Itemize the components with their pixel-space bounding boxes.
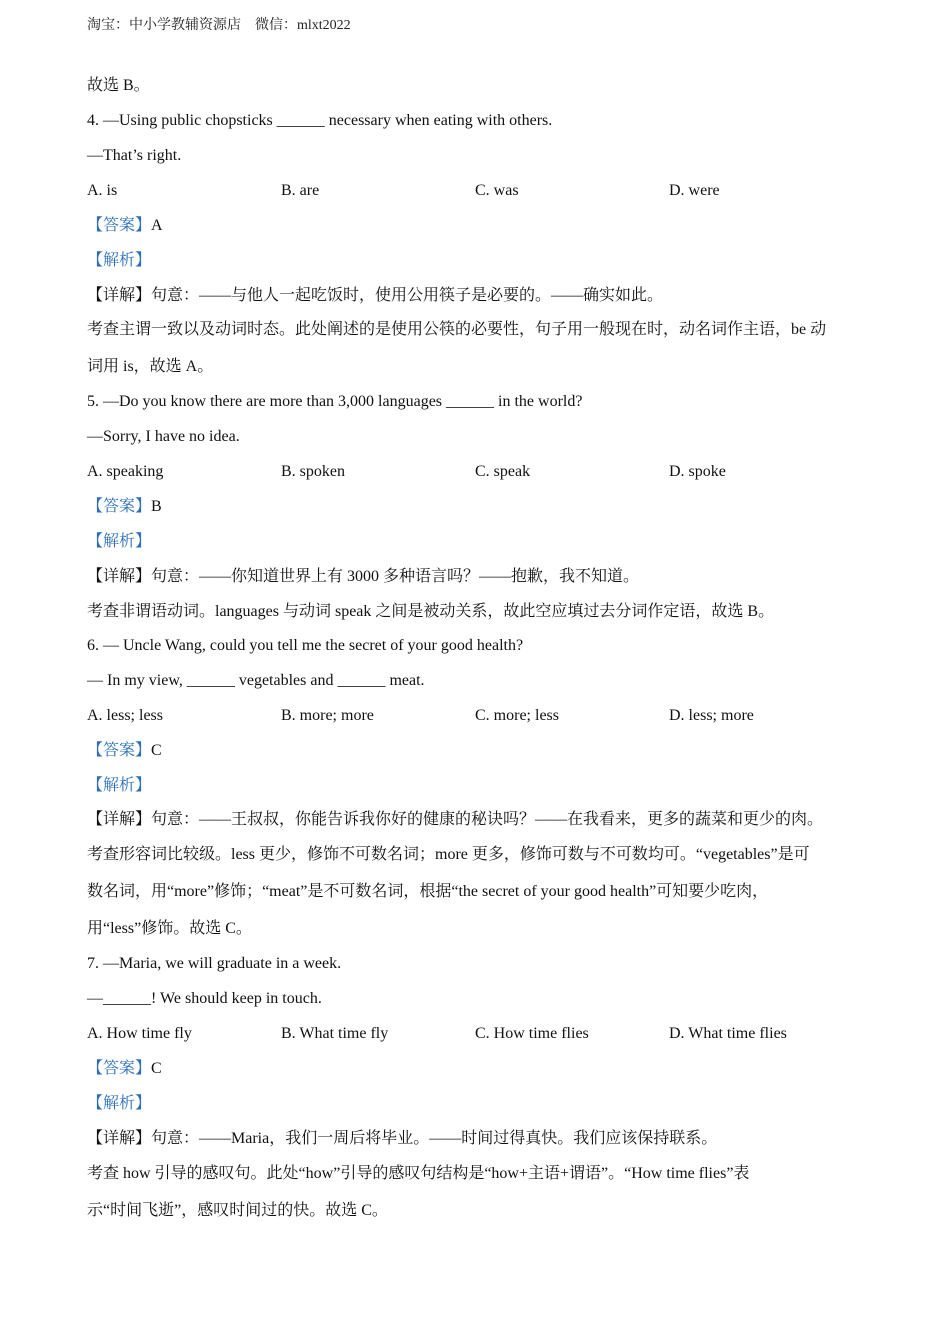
detail-tag: 【详解】 [87,811,152,828]
question-6-option-b: B. more; more [281,707,374,724]
answer-value: C [151,1060,162,1077]
detail-tag: 【详解】 [87,287,152,304]
question-4-answer [87,216,163,236]
question-6-explanation-1: 考查形容词比较级。less 更少，修饰不可数名词；more 更多，修饰可数与不可数均可。“vegetables”是可 [87,846,810,863]
question-4-option-d: D. were [669,182,720,199]
question-6-explanation-3: 用“less”修饰。故选 C。 [87,920,252,937]
question-4-explanation-2: 词用 is，故选 A。 [87,358,214,375]
question-5-option-c: C. speak [475,463,531,480]
question-7-answer [87,1059,162,1079]
question-6-analysis-tag: 【解析】 [87,777,152,794]
answer-value: C [151,742,162,759]
question-7-explanation-2: 示“时间飞逝”，感叹时间过的快。故选 C。 [87,1202,388,1219]
question-5-reply: —Sorry, I have no idea. [87,428,240,445]
question-4-detail [87,286,663,306]
question-5-prompt: 5. —Do you know there are more than 3,000 languages ______ in the world? [87,393,583,410]
answer-tag: 【答案】 [87,1060,152,1077]
intro-text: 故选 B。 [87,77,150,94]
question-4-analysis-tag: 【解析】 [87,252,152,269]
answer-tag: 【答案】 [87,742,152,759]
detail-text: 句意：——与他人一起吃饭时，使用公用筷子是必要的。——确实如此。 [151,287,664,304]
question-4-explanation-1: 考查主谓一致以及动词时态。此处阐述的是使用公筷的必要性，句子用一般现在时，动名词作主语，be 动 [87,321,827,338]
question-4-option-a: A. is [87,182,118,199]
question-7-option-d: D. What time flies [669,1025,787,1042]
question-6-option-d: D. less; more [669,707,754,724]
question-7-detail [87,1129,717,1149]
detail-tag: 【详解】 [87,568,152,585]
question-6-option-a: A. less; less [87,707,163,724]
question-5-explanation-1: 考查非谓语动词。languages 与动词 speak 之间是被动关系，故此空应填过去分词作定语，故选 B。 [87,603,775,620]
question-5-detail [87,567,639,587]
detail-tag: 【详解】 [87,1130,152,1147]
answer-value: A [151,217,163,234]
question-7-analysis-tag: 【解析】 [87,1095,152,1112]
question-4-prompt: 4. —Using public chopsticks ______ necessary when eating with others. [87,112,553,129]
question-6-option-c: C. more; less [475,707,559,724]
question-5-answer [87,497,162,517]
detail-text: 句意：——王叔叔，你能告诉我你好的健康的秘诀吗？——在我看来，更多的蔬菜和更少的肉。 [151,811,824,828]
question-7-prompt: 7. —Maria, we will graduate in a week. [87,955,342,972]
answer-tag: 【答案】 [87,217,152,234]
question-5-analysis-tag: 【解析】 [87,533,152,550]
question-7-explanation-1: 考查 how 引导的感叹句。此处“how”引导的感叹句结构是“how+主语+谓语”。“How time flies”表 [87,1165,750,1182]
answer-value: B [151,498,162,515]
detail-text: 句意：——Maria，我们一周后将毕业。——时间过得真快。我们应该保持联系。 [151,1130,718,1147]
question-6-prompt: 6. — Uncle Wang, could you tell me the secret of your good health? [87,637,524,654]
question-5-option-d: D. spoke [669,463,726,480]
answer-tag: 【答案】 [87,498,152,515]
page-header: 淘宝：中小学教辅资源店 微信：mlxt2022 [87,18,351,33]
question-6-reply: — In my view, ______ vegetables and ______ meat. [87,672,425,689]
question-7-option-c: C. How time flies [475,1025,589,1042]
question-7-option-a: A. How time fly [87,1025,192,1042]
question-6-explanation-2: 数名词，用“more”修饰；“meat”是不可数名词，根据“the secret of your good health”可知要少吃肉， [87,883,769,900]
question-4-option-c: C. was [475,182,519,199]
question-6-answer [87,741,162,761]
question-5-option-a: A. speaking [87,463,164,480]
question-7-option-b: B. What time fly [281,1025,389,1042]
question-6-detail [87,810,823,830]
question-5-option-b: B. spoken [281,463,345,480]
question-4-option-b: B. are [281,182,320,199]
detail-text: 句意：——你知道世界上有 3000 多种语言吗？——抱歉，我不知道。 [151,568,640,585]
question-4-reply: —That’s right. [87,147,182,164]
question-7-reply: —______! We should keep in touch. [87,990,322,1007]
